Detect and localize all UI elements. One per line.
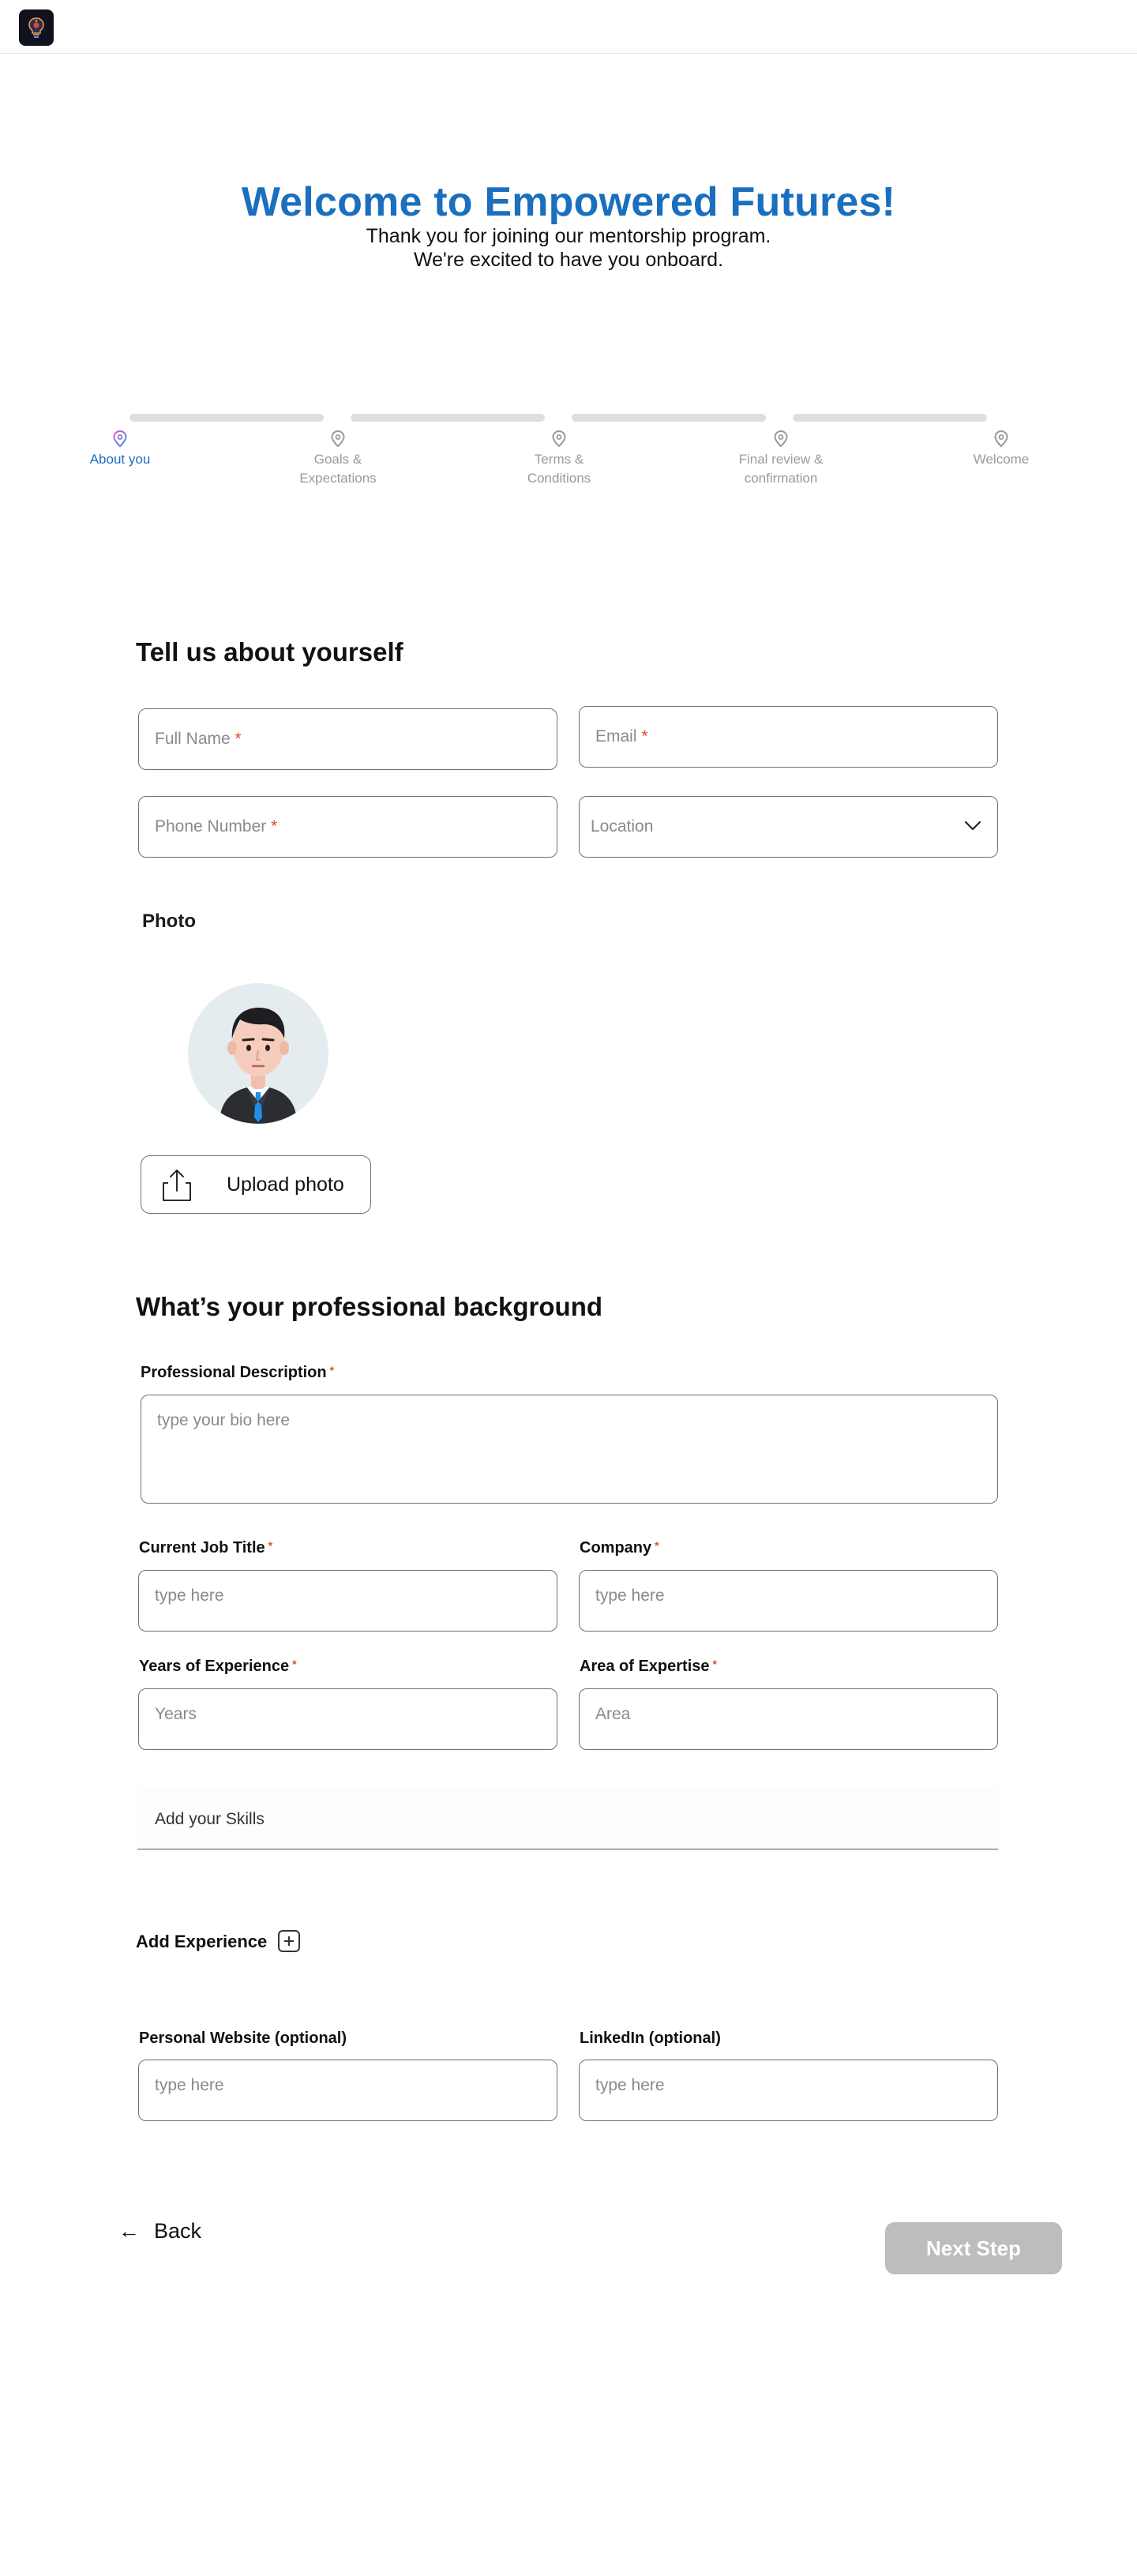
step-label-line: Conditions [527,471,591,486]
step-label-line: Welcome [973,452,1030,467]
step-label-line: confirmation [744,471,818,486]
step-label-line: Terms & [534,452,584,467]
step-label-line: Final review & [738,452,824,467]
back-label: Back [154,2219,202,2243]
step-terms-conditions[interactable] [480,450,638,488]
area-expertise-label: Area of Expertise * [580,1658,717,1675]
location-select[interactable] [579,796,998,858]
progress-bar-segment [572,414,766,422]
step-final-review[interactable] [702,450,860,488]
area-placeholder: Area [595,1705,631,1723]
subtitle-line-2: We're excited to have you onboard. [413,249,724,271]
professional-description-textarea[interactable] [141,1395,998,1504]
step-about-you[interactable] [41,450,199,469]
step-label-line: About you [89,452,151,467]
arrow-left-icon: ← [118,2219,140,2243]
email-field[interactable] [579,706,998,768]
location-pin-icon [329,430,347,449]
job-title-input[interactable] [138,1570,557,1632]
page-subtitle [0,224,1137,272]
email-placeholder: Email * [595,727,648,745]
linkedin-label: LinkedIn (optional) [580,2030,721,2047]
lightbulb-logo-icon[interactable] [19,9,54,46]
step-goals-expectations[interactable] [259,450,417,488]
job-title-placeholder: type here [155,1587,224,1605]
section-title-about: Tell us about yourself [136,637,403,667]
company-input[interactable] [579,1570,998,1632]
location-pin-icon [993,430,1010,449]
subtitle-line-1: Thank you for joining our mentorship program. [366,225,771,247]
progress-bar-segment [129,414,324,422]
upload-photo-button[interactable] [141,1155,371,1214]
page-title: Welcome to Empowered Futures! [241,179,896,225]
chevron-down-icon [964,820,981,832]
step-label-line: Expectations [299,471,377,486]
skills-placeholder: Add your Skills [155,1810,265,1828]
years-placeholder: Years [155,1705,197,1723]
years-experience-input[interactable] [138,1688,557,1750]
years-experience-label: Years of Experience * [139,1658,297,1675]
skills-input[interactable] [137,1788,998,1849]
personal-website-label: Personal Website (optional) [139,2030,347,2047]
professional-description-label: Professional Description * [141,1364,335,1381]
back-button[interactable] [118,2219,201,2244]
add-experience-plus-icon[interactable] [278,1930,300,1952]
location-pin-icon [550,430,568,449]
area-expertise-input[interactable] [579,1688,998,1750]
step-welcome[interactable] [922,450,1080,469]
photo-label: Photo [142,911,196,932]
full-name-field[interactable] [138,708,557,770]
personal-website-input[interactable] [138,2060,557,2121]
full-name-placeholder: Full Name * [155,730,242,748]
linkedin-input[interactable] [579,2060,998,2121]
avatar [188,983,328,1124]
progress-bar-segment [793,414,987,422]
company-label: Company * [580,1539,659,1556]
progress-bar-segment [351,414,545,422]
description-placeholder: type your bio here [157,1411,291,1429]
job-title-label: Current Job Title * [139,1539,273,1556]
location-pin-icon [772,430,790,449]
location-placeholder: Location [591,817,654,836]
linkedin-placeholder: type here [595,2076,665,2094]
website-placeholder: type here [155,2076,224,2094]
top-bar [0,0,1137,54]
phone-placeholder: Phone Number * [155,817,278,836]
upload-photo-label: Upload photo [227,1173,344,1196]
step-label-line: Goals & [313,452,362,467]
add-experience-label[interactable]: Add Experience [136,1932,268,1951]
phone-number-field[interactable] [138,796,557,858]
company-placeholder: type here [595,1587,665,1605]
location-pin-icon [111,430,129,449]
upload-icon [159,1167,195,1204]
section-title-professional: What’s your professional background [136,1292,603,1321]
next-step-button[interactable]: Next Step [885,2222,1062,2274]
